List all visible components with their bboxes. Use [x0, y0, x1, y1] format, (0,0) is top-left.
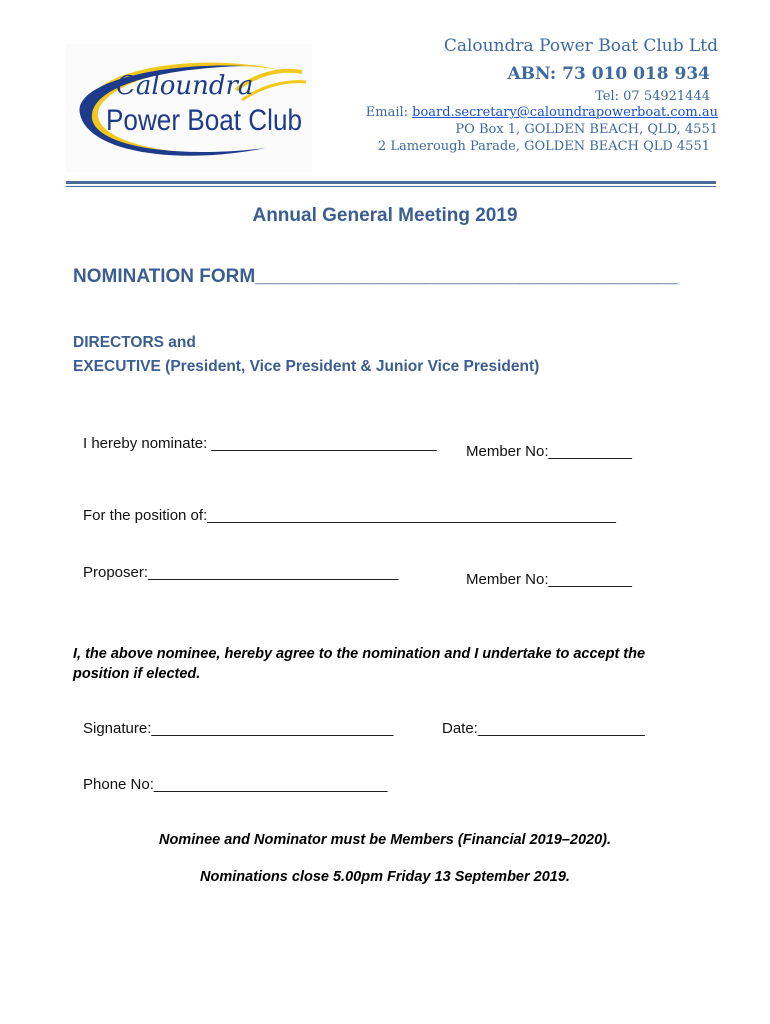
closing-date-note: Nominations close 5.00pm Friday 13 September 2019. — [200, 869, 570, 885]
email-line — [366, 105, 718, 120]
header-divider — [66, 181, 716, 184]
nominee-declaration: I, the above nominee, hereby agree to the nomination and I undertake to accept the position if elected. — [73, 646, 646, 682]
proposer-field[interactable]: Proposer:______________________________ — [83, 564, 399, 581]
email-link[interactable]: board.secretary@caloundrapowerboat.com.au — [412, 105, 718, 120]
logo-line1: Caloundra — [116, 71, 254, 101]
club-logo — [66, 44, 312, 172]
telephone: Tel: 07 54921444 — [595, 89, 710, 104]
abn: ABN: 73 010 018 934 — [507, 64, 710, 84]
street-address: 2 Lamerough Parade, GOLDEN BEACH QLD 4551 — [377, 139, 710, 154]
proposer-member-no-field[interactable]: Member No:__________ — [466, 571, 632, 588]
form-title: NOMINATION FORM________________________________________ — [73, 266, 678, 287]
signature-field[interactable]: Signature:_____________________________ — [83, 720, 394, 737]
nominee-field[interactable]: I hereby nominate: ___________________________ — [83, 435, 437, 452]
section-heading-executive: EXECUTIVE (President, Vice President & Junior Vice President) — [73, 358, 540, 375]
phone-field[interactable]: Phone No:____________________________ — [83, 776, 388, 793]
date-field[interactable]: Date:____________________ — [442, 720, 645, 737]
nominee-member-no-field[interactable]: Member No:__________ — [466, 443, 632, 460]
header-divider-thin — [66, 186, 716, 187]
logo-line2: Power Boat Club — [106, 104, 302, 137]
membership-note: Nominee and Nominator must be Members (Financial 2019–2020). — [158, 832, 612, 848]
po-box: PO Box 1, GOLDEN BEACH, QLD, 4551 — [455, 122, 718, 137]
section-heading-directors: DIRECTORS and — [73, 334, 196, 351]
meeting-title: Annual General Meeting 2019 — [252, 205, 518, 226]
email-label: Email: — [365, 105, 413, 120]
position-field[interactable]: For the position of:_________________________________________________ — [83, 507, 617, 524]
company-name: Caloundra Power Boat Club Ltd — [443, 36, 718, 56]
